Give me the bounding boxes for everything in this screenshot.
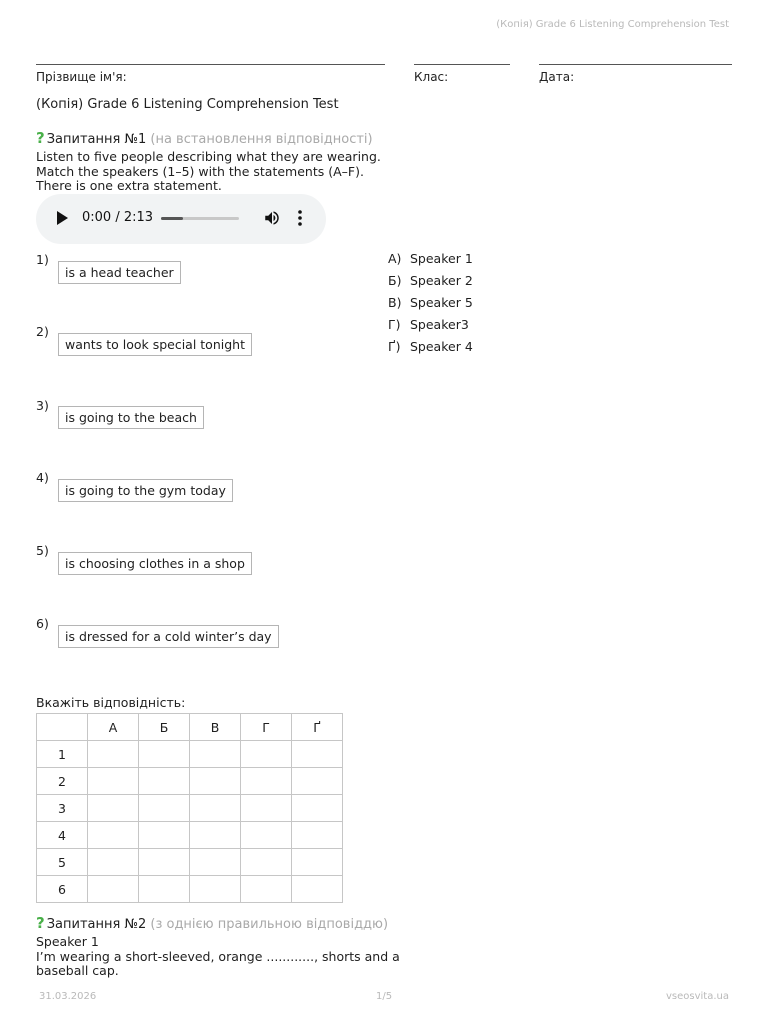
grid-corner-cell (37, 714, 88, 741)
option-item (388, 251, 473, 266)
grid-answer-cell[interactable] (241, 795, 292, 822)
option-item (388, 317, 469, 332)
class-label: Клас: (414, 70, 449, 84)
grid-answer-cell[interactable] (292, 768, 343, 795)
grid-answer-cell[interactable] (241, 768, 292, 795)
grid-answer-cell[interactable] (139, 741, 190, 768)
option-text: Speaker 4 (410, 339, 473, 354)
grid-row-header: 5 (37, 849, 88, 876)
option-item (388, 339, 473, 354)
grid-answer-cell[interactable] (139, 822, 190, 849)
grid-row (37, 849, 343, 876)
grid-answer-cell[interactable] (190, 795, 241, 822)
grid-answer-cell[interactable] (88, 822, 139, 849)
grid-answer-cell[interactable] (190, 822, 241, 849)
grid-row-header: 3 (37, 795, 88, 822)
statement-box[interactable]: is going to the gym today (58, 479, 233, 502)
question-1-heading (36, 129, 373, 147)
grid-answer-cell[interactable] (292, 849, 343, 876)
matching-grid (36, 713, 343, 903)
name-field-line[interactable] (36, 64, 385, 65)
option-text: Speaker 5 (410, 295, 473, 310)
grid-answer-cell[interactable] (88, 768, 139, 795)
grid-answer-cell[interactable] (139, 768, 190, 795)
question-mark-icon: ? (36, 914, 45, 932)
name-label: Прізвище ім'я: (36, 70, 127, 84)
option-letter: А) (388, 251, 402, 266)
statement-number: 4) (36, 470, 49, 485)
footer-page-number: 1/5 (376, 991, 393, 1002)
more-options-icon[interactable] (298, 209, 302, 227)
grid-answer-cell[interactable] (190, 849, 241, 876)
question-1-text (36, 150, 381, 194)
grid-row (37, 876, 343, 903)
header-doc-title: (Копія) Grade 6 Listening Comprehension Test (496, 19, 729, 30)
grid-answer-cell[interactable] (241, 822, 292, 849)
option-item (388, 273, 473, 288)
date-field-line[interactable] (539, 64, 732, 65)
grid-row (37, 768, 343, 795)
statement-box[interactable]: is going to the beach (58, 406, 204, 429)
grid-answer-cell[interactable] (88, 795, 139, 822)
question-2-heading (36, 914, 388, 932)
option-letter: Г) (388, 317, 401, 332)
statement-box[interactable]: is choosing clothes in a shop (58, 552, 252, 575)
grid-answer-cell[interactable] (190, 741, 241, 768)
grid-row (37, 822, 343, 849)
grid-answer-cell[interactable] (241, 741, 292, 768)
grid-answer-cell[interactable] (292, 795, 343, 822)
grid-column-header: Ґ (292, 714, 343, 741)
statement-box[interactable]: is dressed for a cold winter’s day (58, 625, 279, 648)
grid-row-header: 2 (37, 768, 88, 795)
grid-answer-cell[interactable] (88, 741, 139, 768)
grid-row-header: 6 (37, 876, 88, 903)
option-text: Speaker 2 (410, 273, 473, 288)
class-field-line[interactable] (414, 64, 510, 65)
audio-progress-bar[interactable] (161, 217, 239, 220)
statement-number: 1) (36, 252, 49, 267)
option-text: Speaker 1 (410, 251, 473, 266)
question-2-speaker: Speaker 1 (36, 934, 99, 949)
grid-answer-cell[interactable] (190, 768, 241, 795)
statement-number: 5) (36, 543, 49, 558)
play-icon[interactable] (57, 211, 68, 225)
question-2-type: (з однією правильною відповіддю) (150, 917, 389, 932)
grid-row (37, 795, 343, 822)
question-1-type: (на встановлення відповідності) (150, 132, 373, 147)
grid-answer-cell[interactable] (190, 876, 241, 903)
statement-box[interactable]: is a head teacher (58, 261, 181, 284)
question-2-text (36, 935, 400, 979)
statement-number: 2) (36, 324, 49, 339)
question-1-label: Запитання №1 (46, 132, 147, 147)
option-text: Speaker3 (410, 317, 469, 332)
statement-number: 3) (36, 398, 49, 413)
date-label: Дата: (539, 70, 575, 84)
grid-row-header: 4 (37, 822, 88, 849)
grid-answer-cell[interactable] (241, 876, 292, 903)
statement-box[interactable]: wants to look special tonight (58, 333, 252, 356)
grid-column-header: А (88, 714, 139, 741)
option-letter: Ґ) (388, 339, 401, 354)
question-1-text-line: There is one extra statement. (36, 178, 222, 194)
option-letter: В) (388, 295, 402, 310)
audio-player[interactable] (36, 194, 326, 244)
audio-time: 0:00 / 2:13 (82, 210, 154, 225)
option-item (388, 295, 473, 310)
grid-answer-cell[interactable] (139, 849, 190, 876)
grid-answer-cell[interactable] (88, 849, 139, 876)
grid-answer-cell[interactable] (241, 849, 292, 876)
grid-column-header: Б (139, 714, 190, 741)
option-letter: Б) (388, 273, 402, 288)
grid-answer-cell[interactable] (292, 822, 343, 849)
question-2-text-line: I’m wearing a short-sleeved, orange ............, shorts and a (36, 948, 400, 964)
question-2-text-line: baseball cap. (36, 963, 119, 979)
statement-number: 6) (36, 616, 49, 631)
grid-answer-cell[interactable] (139, 876, 190, 903)
question-1-text-line: Match the speakers (1–5) with the statements (A–F). (36, 163, 364, 179)
volume-icon[interactable] (263, 209, 281, 227)
question-mark-icon: ? (36, 129, 45, 147)
grid-column-header: В (190, 714, 241, 741)
grid-answer-cell[interactable] (292, 741, 343, 768)
grid-row-header: 1 (37, 741, 88, 768)
question-1-text-line: Listen to five people describing what they are wearing. (36, 149, 381, 164)
footer-date: 31.03.2026 (39, 991, 97, 1002)
question-2-label: Запитання №2 (46, 917, 147, 932)
matching-instruction: Вкажіть відповідність: (36, 695, 186, 710)
page-title: (Копія) Grade 6 Listening Comprehension Test (36, 97, 339, 112)
grid-answer-cell[interactable] (139, 795, 190, 822)
footer-site: vseosvita.ua (666, 991, 729, 1002)
grid-header-row (37, 714, 343, 741)
grid-answer-cell[interactable] (88, 876, 139, 903)
grid-column-header: Г (241, 714, 292, 741)
grid-answer-cell[interactable] (292, 876, 343, 903)
audio-progress-fill (161, 217, 183, 220)
grid-row (37, 741, 343, 768)
